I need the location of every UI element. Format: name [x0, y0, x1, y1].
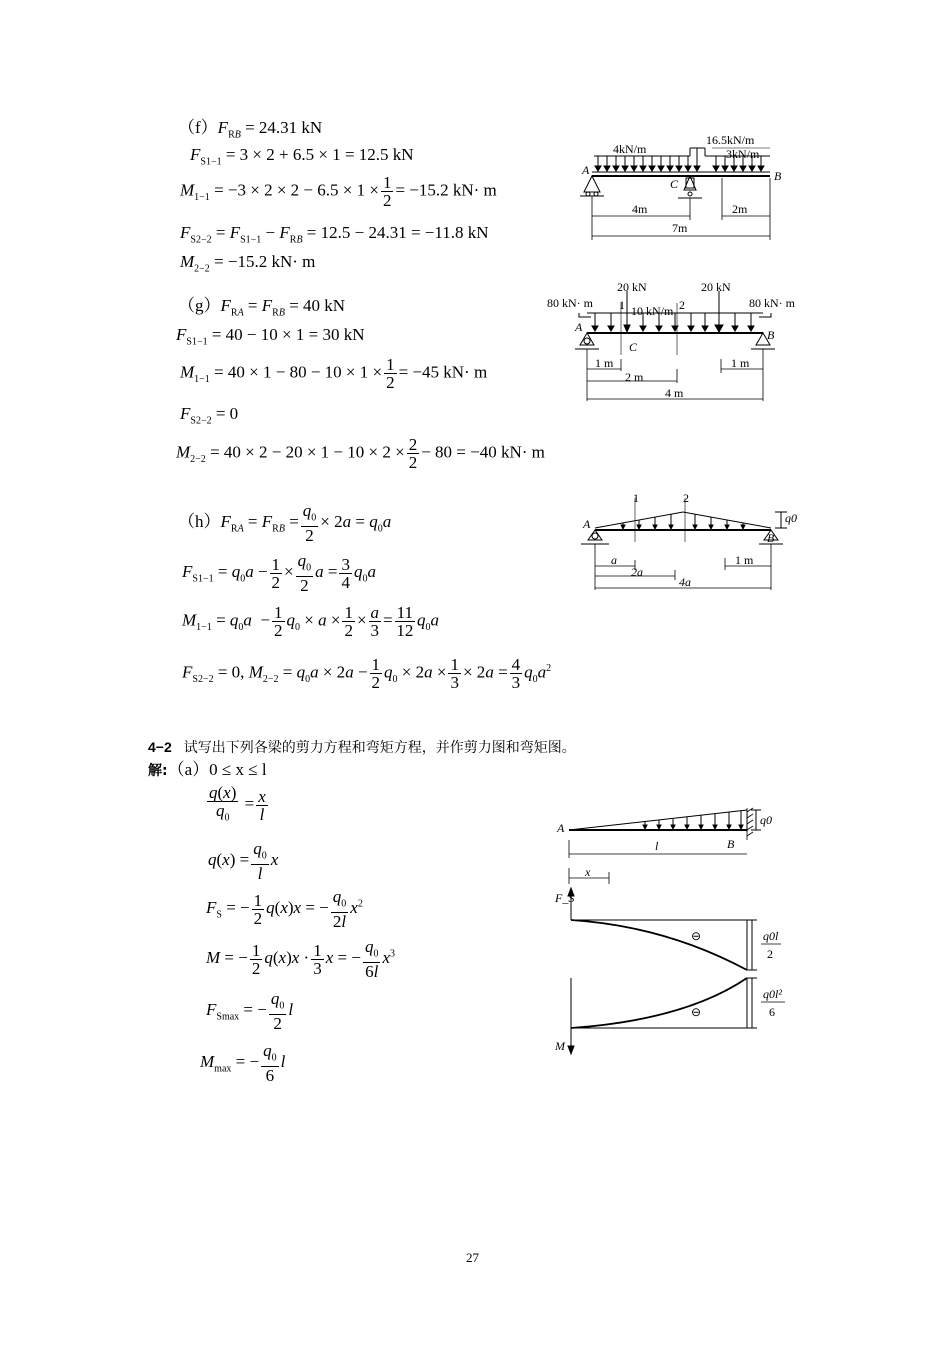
h-line-1: $(h)F_{RA} = F_{RB}$ = $\frac{q_0}{2}$ × $2a = q_0a$ [178, 501, 392, 546]
h-fig-d3: 4a [679, 575, 691, 589]
eq-m: M = − $\frac{1}{2}$ q(x)x · $\frac{1}{3}$ x = − $\frac{q_0}{6l}$ $x^3$ [206, 937, 395, 982]
f-line-2: $F_{S1-1} = 3 \times 2 + 6.5 \times 1 = 12.5$ kN [190, 145, 414, 168]
h-fig-B: B [767, 531, 775, 545]
a-fig-x: x [585, 865, 591, 879]
a-fig-v1d: 2 [767, 947, 773, 961]
g-fig-p1: 20 kN [617, 280, 647, 294]
a-fig-v2n: q0l² [763, 987, 782, 1001]
f-fig-d3: 7m [672, 221, 688, 235]
g-line-1: $(g)F_{RA} = F_{RB} = 40$ kN [178, 296, 346, 319]
f-line-5: $M_{2-2} = -15.2$ kN· m [180, 252, 316, 275]
a-fig-Fs: F_S [555, 891, 575, 905]
h-fig-s1: 1 [633, 491, 639, 505]
a-fig-neg-2: ⊖ [691, 1005, 702, 1019]
f-line-3: $M_{1-1} = -3 \times 2 \times 2 - 6.5 \times 1$ × $\frac{1}{2}$ = −15.2 kN· m [180, 173, 497, 210]
g-line-2: $F_{S1-1} = 40 - 10 \times 1 = 30$ kN [176, 325, 365, 348]
problem-4-2-title [148, 737, 576, 757]
page-number: 27 [466, 1250, 479, 1265]
g-fig-d4: 1 m [731, 356, 750, 370]
g-fig-C: C [629, 340, 638, 354]
g-line-5: $M_{2-2} = 40 \times 2 - 20 \times 1 - 10 \times 2$ × $\frac{2}{2}$ − 80 = −40 kN· m [176, 435, 545, 472]
f-fig-q2: 16.5kN/m [706, 133, 755, 147]
a-fig-q: q0 [760, 813, 772, 827]
h-label: （h） [178, 512, 221, 532]
f-fig-A: A [582, 163, 590, 177]
h-line-3: $M_{1-1} = q_0a$ − $\frac{1}{2}$ $q_0 \times a$ × $\frac{1}{2}$ × $\frac{a}{3}$ = $\frac{11}{12}$ $q_0a$ [182, 603, 439, 640]
g-line-4: $F_{S2-2} = 0$ [180, 404, 239, 427]
g-fig-B: B [767, 328, 775, 342]
g-fig-d3: 4 m [665, 386, 684, 400]
solution-label-line [148, 760, 267, 780]
solution-label: 解: [148, 763, 168, 779]
a-fig-l: l [655, 839, 659, 853]
eq-fsmax: $F_{Smax}$ = − $\frac{q_0}{2}$ l [206, 989, 294, 1034]
g-fig-m2: 80 kN· m [749, 296, 795, 310]
f-line-4: $F_{S2-2} = F_{S1-1} - F_{RB} = 12.5 - 24.31 = -11.8$ kN [180, 223, 489, 246]
f-fig-d2: 2m [732, 202, 748, 216]
h-line-2: $F_{S1-1} = q_0a$ − $\frac{1}{2}$ × $\frac{q_0}{2}$ a = $\frac{3}{4}$ $q_0a$ [182, 551, 376, 596]
h-fig-d4: 1 m [735, 553, 754, 567]
a-fig-B: B [727, 837, 735, 851]
a-fig-v1n: q0l [763, 929, 779, 943]
eq-fs: $F_S$ = − $\frac{1}{2}$ q(x)x = − $\frac{q_0}{2l}$ $x^2$ [206, 887, 363, 932]
f-label: （f） [178, 118, 218, 137]
solution-case-a: （a）0 ≤ x ≤ l [167, 760, 267, 779]
g-fig-s1: 1 [619, 298, 625, 312]
g-fig-m1: 80 kN· m [547, 296, 593, 310]
a-fig-v2d: 6 [769, 1005, 775, 1019]
eq-qx: q(x) = $\frac{q_0}{l}$ x [208, 839, 279, 884]
h-fig-q: q0 [785, 511, 797, 525]
eq-qx-ratio: $\frac{q(x)}{q_0}$ = $\frac{x}{l}$ [209, 783, 266, 824]
g-line-3: $M_{1-1} = 40 \times 1 - 80 - 10 \times 1$ × $\frac{1}{2}$ = −45 kN· m [180, 355, 488, 392]
f-line-1: $(f)F_{RB} = 24.31$ kN [178, 118, 323, 141]
problem-statement: 试写出下列各梁的剪力方程和弯矩方程，并作剪力图和弯矩图。 [183, 740, 576, 756]
g-fig-s2: 2 [679, 298, 685, 312]
f-fig-B: B [774, 169, 782, 183]
eq-mmax: $M_{max}$ = − $\frac{q_0}{6}$ l [200, 1041, 286, 1086]
problem-number: 4−2 [148, 739, 172, 755]
g-fig-d2: 2 m [625, 370, 644, 384]
g-label: （g） [178, 296, 221, 315]
h-fig-d1: a [611, 553, 617, 567]
f-fig-q3: 3kN/m [726, 147, 760, 161]
h-fig-d2: 2a [631, 565, 643, 579]
a-fig-A: A [557, 821, 565, 835]
h-fig-s2: 2 [683, 491, 689, 505]
figure-f-beam [580, 128, 790, 243]
g-fig-A: A [575, 320, 583, 334]
figure-g-beam [545, 280, 805, 403]
a-fig-neg-1: ⊖ [691, 929, 702, 943]
h-fig-A: A [583, 517, 591, 531]
g-fig-p2: 20 kN [701, 280, 731, 294]
f-fig-d1: 4m [632, 202, 648, 216]
h-line-4: $F_{S2-2} = 0$, $M_{2-2} = q_0a \times 2a$ − $\frac{1}{2}$ $q_0 \times 2a$ × $\frac{1}{3}$ × 2a = $\frac{4}{3}$ $q_0a^2$ [182, 655, 552, 692]
g-fig-q: 10 kN/m [631, 304, 674, 318]
g-fig-d1: 1 m [595, 356, 614, 370]
figure-h-beam [575, 492, 795, 594]
f-fig-C: C [670, 177, 679, 191]
f-fig-q1: 4kN/m [613, 142, 647, 156]
a-fig-M: M [555, 1039, 565, 1053]
figure-4-2a [555, 780, 805, 1060]
